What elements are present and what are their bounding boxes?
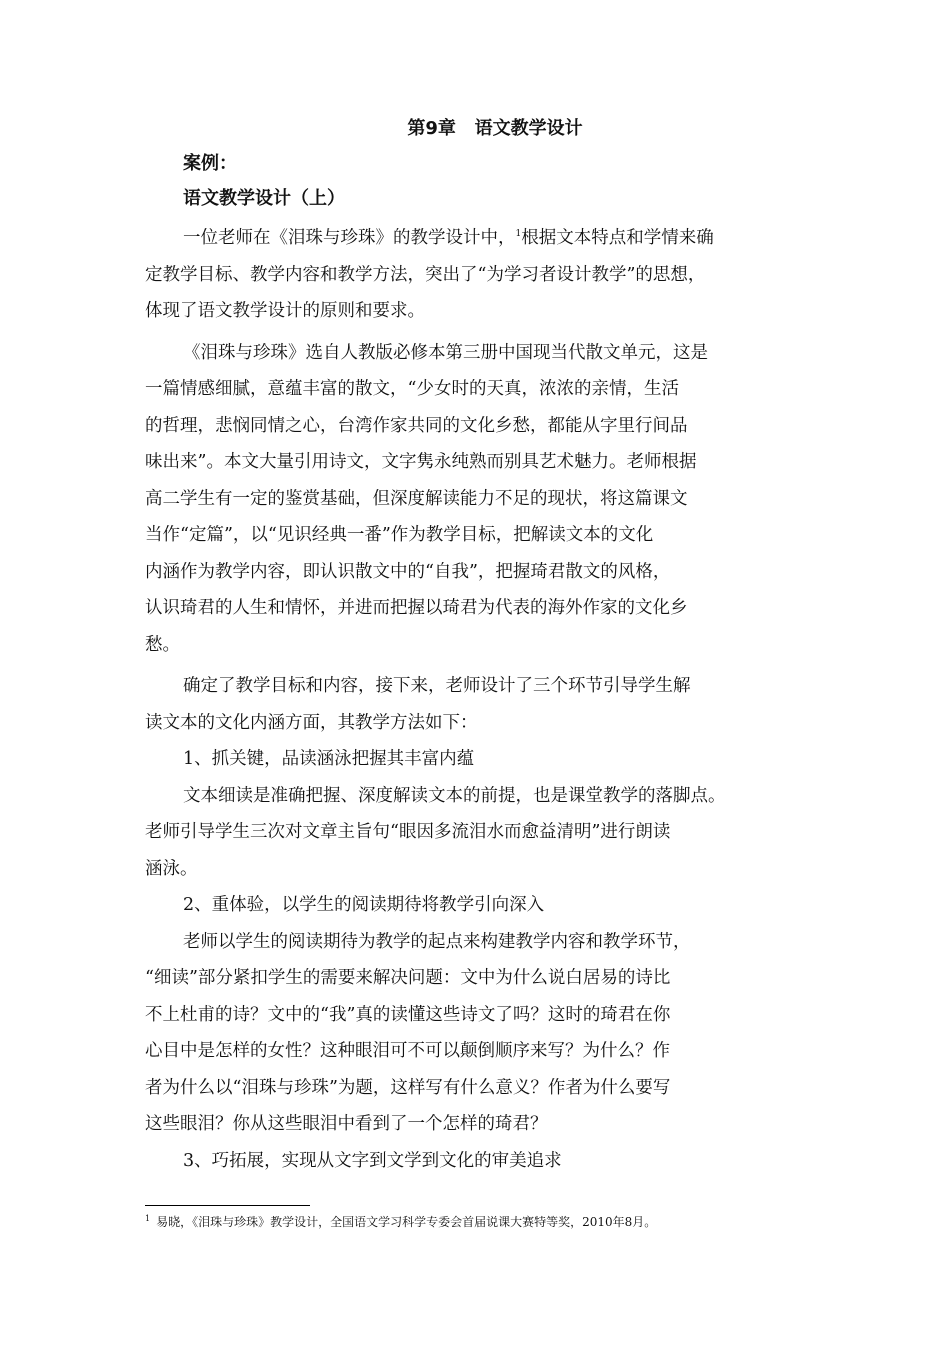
paragraph2-line: 内涵作为教学内容，即认识散文中的“自我”，把握琦君散文的风格， <box>145 561 671 582</box>
item2-body-line: 不上杜甫的诗？文中的“我”真的读懂这些诗文了吗？这时的琦君在你 <box>145 1004 671 1025</box>
body-text <box>145 220 773 1179</box>
item3-heading: 3、巧拓展，实现从文字到文学到文化的审美追求 <box>183 1150 562 1171</box>
footnote-marker: 1 <box>145 1214 151 1223</box>
text-run: 一位老师在《泪珠与珍珠》的教学设计中， <box>183 228 516 248</box>
paragraph2-line: 味出来”。本文大量引用诗文，文字隽永纯熟而别具艺术魅力。老师根据 <box>145 452 697 472</box>
item2-heading: 2、重体验，以学生的阅读期待将教学引向深入 <box>183 895 545 915</box>
item2-body-line: 这些眼泪？你从这些眼泪中看到了一个怎样的琦君？ <box>145 1114 548 1134</box>
chapter-title: 第9章 语文教学设计 <box>407 118 583 139</box>
item2-body-line: 者为什么以“泪珠与珍珠”为题，这样写有什么意义？作者为什么要写 <box>145 1077 671 1098</box>
item1-body-line: 老师引导学生三次对文章主旨句“眼因多流泪水而愈益清明”进行朗读 <box>145 822 671 842</box>
paragraph2-line: 当作“定篇”，以“见识经典一番”作为教学目标，把解读文本的文化 <box>145 525 654 545</box>
paragraph2-line: 一篇情感细腻，意蕴丰富的散文，“少女时的天真，浓浓的亲情，生活 <box>145 379 679 399</box>
text-run: 根据文本特点和学情来确 <box>521 228 714 248</box>
paragraph3-line: 读文本的文化内涵方面，其教学方法如下： <box>145 712 478 733</box>
item2-body-line: 老师以学生的阅读期待为教学的起点来构建教学内容和教学环节， <box>183 931 691 952</box>
paragraph1-line: 体现了语文教学设计的原则和要求。 <box>145 301 425 321</box>
item2-body-line: “细读”部分紧扣学生的需要来解决问题：文中为什么说白居易的诗比 <box>145 968 671 988</box>
footnote-divider <box>145 1205 310 1206</box>
paragraph2-line: 《泪珠与珍珠》选自人教版必修本第三册中国现当代散文单元，这是 <box>183 342 708 363</box>
footnote-reference[interactable]: 1 <box>515 229 522 239</box>
paragraph2-line: 高二学生有一定的鉴赏基础，但深度解读能力不足的现状，将这篇课文 <box>145 488 688 509</box>
item1-heading: 1、抓关键，品读涵泳把握其丰富内蕴 <box>183 749 475 769</box>
paragraph1-line: 定教学目标、教学内容和教学方法，突出了“为学习者设计教学”的思想， <box>145 264 706 285</box>
case-label: 案例： <box>183 153 237 174</box>
paragraph1-line <box>145 220 773 257</box>
item2-body-line: 心目中是怎样的女性？这种眼泪可不可以颠倒顺序来写？为什么？作 <box>145 1041 670 1061</box>
paragraph2-line: 的哲理，悲悯同情之心，台湾作家共同的文化乡愁，都能从字里行间品 <box>145 415 688 436</box>
footnote <box>145 1214 656 1230</box>
footnote-text: 易晓，《泪珠与珍珠》教学设计，全国语文学习科学专委会首届说课大赛特等奖，2010年8月。 <box>156 1215 657 1229</box>
item1-body-line: 涵泳。 <box>145 858 198 879</box>
section-heading: 语文教学设计（上） <box>183 188 345 209</box>
paragraph2-line: 愁。 <box>145 634 180 655</box>
paragraph2-line: 认识琦君的人生和情怀，并进而把握以琦君为代表的海外作家的文化乡 <box>145 598 688 618</box>
paragraph3-line: 确定了教学目标和内容，接下来，老师设计了三个环节引导学生解 <box>183 676 691 696</box>
item1-body-line: 文本细读是准确把握、深度解读文本的前提，也是课堂教学的落脚点。 <box>183 785 726 806</box>
